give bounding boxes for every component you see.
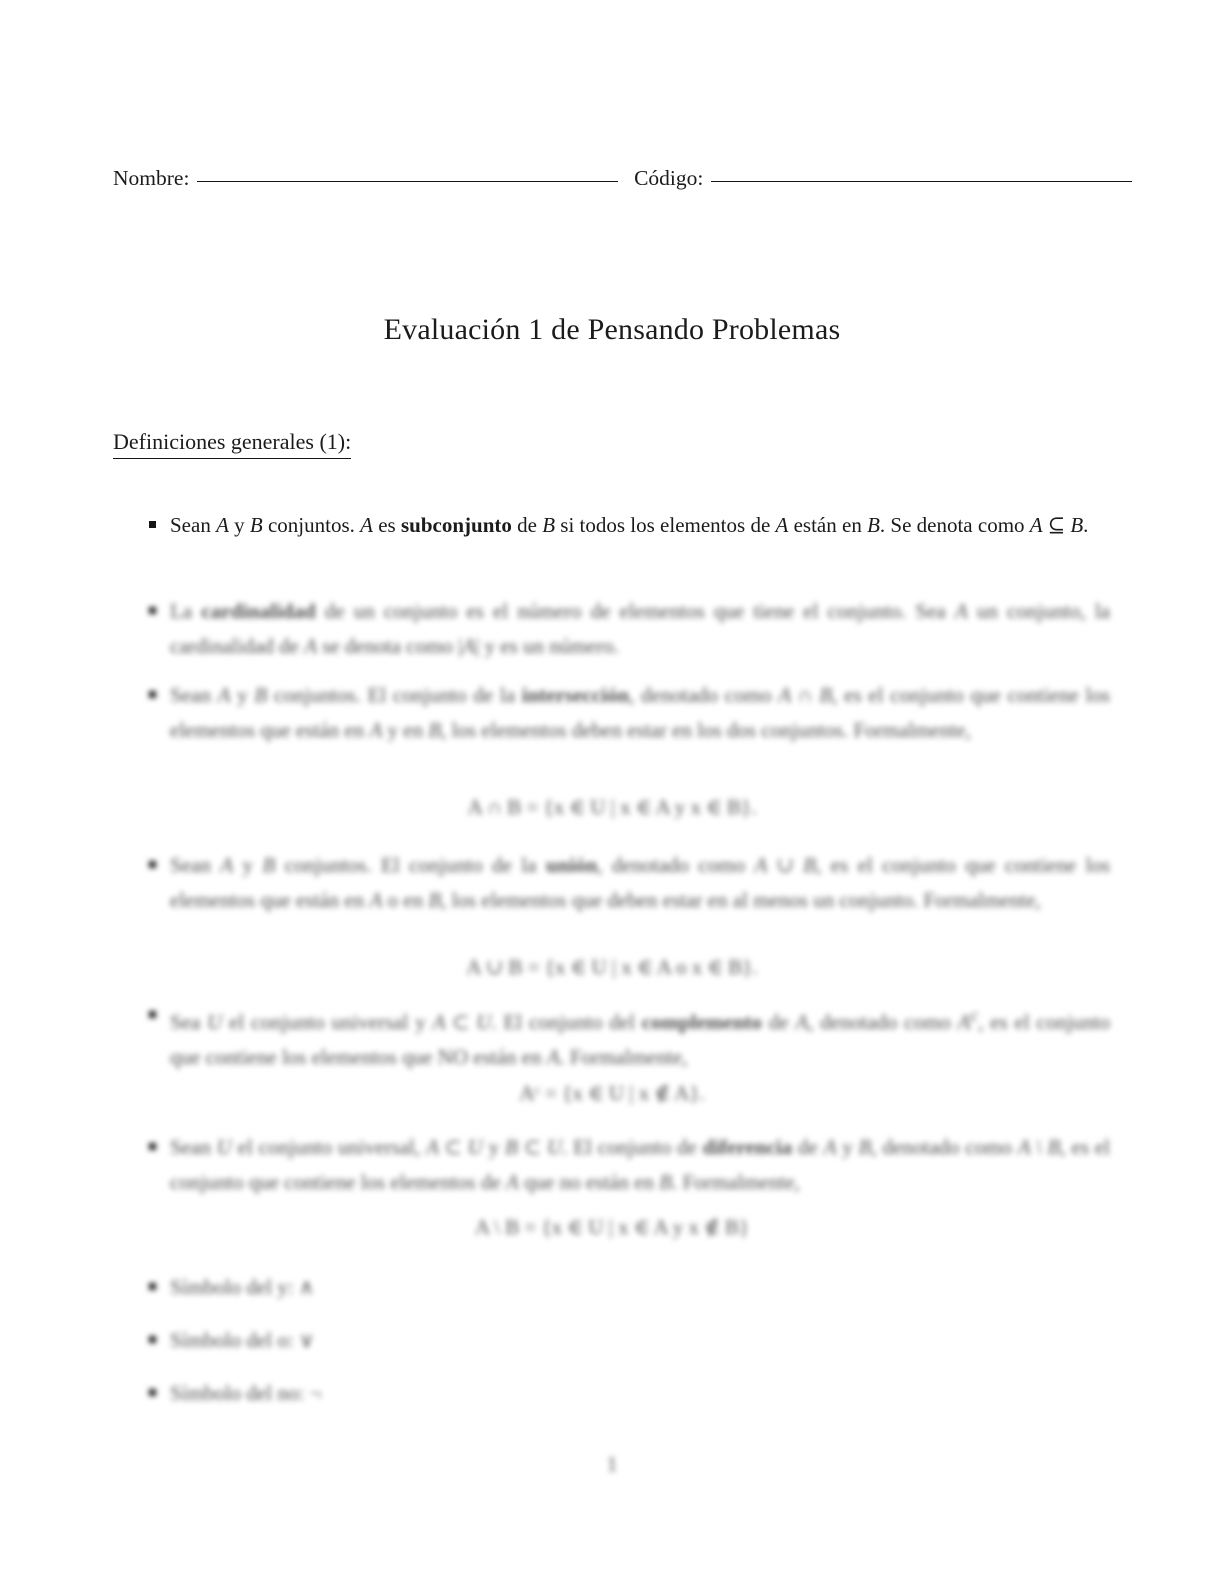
definition-text: Símbolo del o: ∨ (170, 1328, 315, 1352)
codigo-label: Código: (634, 166, 704, 190)
section-heading: Definiciones generales (1): (113, 429, 351, 459)
definition-item-simbolo-no (148, 1376, 1110, 1411)
definition-text: Sean A y B conjuntos. El conjunto de la intersección, denotado como A ∩ B, es el conjunto que contiene los elementos que están en A y en B, los elementos deben estar en los dos conjuntos. Formalmente, (170, 683, 1110, 742)
bullet-square-icon (149, 521, 156, 528)
definition-text: Sean A y B conjuntos. A es subconjunto de B si todos los elementos de A están en B. Se denota como A ⊆ B. (170, 513, 1089, 537)
formula-complemento: Aᶜ = {x ∈ U | x ∉ A}. (519, 1081, 705, 1105)
bullet-square-icon (149, 1143, 156, 1150)
bullet-square-icon (149, 1283, 156, 1290)
definition-item-subconjunto (148, 508, 1110, 543)
definition-item-simbolo-y (148, 1270, 1110, 1305)
definition-item-complemento (148, 998, 1110, 1074)
definition-text: Símbolo del no: ¬ (170, 1381, 322, 1405)
definition-item-simbolo-o (148, 1323, 1110, 1358)
formula-interseccion: A ∩ B = {x ∈ U | x ∈ A y x ∈ B}. (467, 795, 757, 819)
codigo-blank-line (711, 180, 1132, 182)
name-code-header (113, 166, 1132, 191)
bullet-square-icon (149, 607, 156, 614)
nombre-label: Nombre: (113, 166, 190, 190)
bullet-square-icon (149, 1389, 156, 1396)
bullet-square-icon (149, 861, 156, 868)
bullet-square-icon (149, 1336, 156, 1343)
definition-text: Sean A y B conjuntos. El conjunto de la unión, denotado como A ∪ B, es el conjunto que contiene los elementos que están en A o en B, los elementos que deben estar en al menos un conjunto. Formalmente, (170, 853, 1110, 912)
bullet-square-icon (149, 691, 156, 698)
definition-text: Símbolo del y: ∧ (170, 1275, 315, 1299)
page-number: 1 (606, 1452, 618, 1476)
document-title: Evaluación 1 de Pensando Problemas (383, 313, 841, 346)
definition-text: Sean U el conjunto universal, A ⊂ U y B ⊂ U. El conjunto de diferencia de A y B, denotado como A \ B, es el conjunto que contiene los elementos de A que no están en B. Formalmente, (170, 1135, 1111, 1194)
formula-union: A ∪ B = {x ∈ U | x ∈ A o x ∈ B}. (466, 955, 758, 979)
definition-item-interseccion (148, 678, 1110, 747)
formula-diferencia: A \ B = {x ∈ U | x ∈ A y x ∉ B} (474, 1215, 750, 1239)
definition-item-union (148, 848, 1110, 917)
nombre-blank-line (197, 180, 618, 182)
definition-text: La cardinalidad de un conjunto es el número de elementos que tiene el conjunto. Sea A un conjunto, la cardinalidad de A se denota como |A| y es un número. (170, 599, 1110, 658)
definition-item-diferencia (148, 1130, 1110, 1199)
definition-item-cardinalidad (148, 594, 1110, 663)
definition-text: Sea U el conjunto universal y A ⊂ U. El conjunto del complemento de A, denotado como $A^c$, es el conjunto que contiene los elementos que NO están en A. Formalmente, (170, 1005, 1111, 1069)
bullet-square-icon (149, 1011, 156, 1018)
